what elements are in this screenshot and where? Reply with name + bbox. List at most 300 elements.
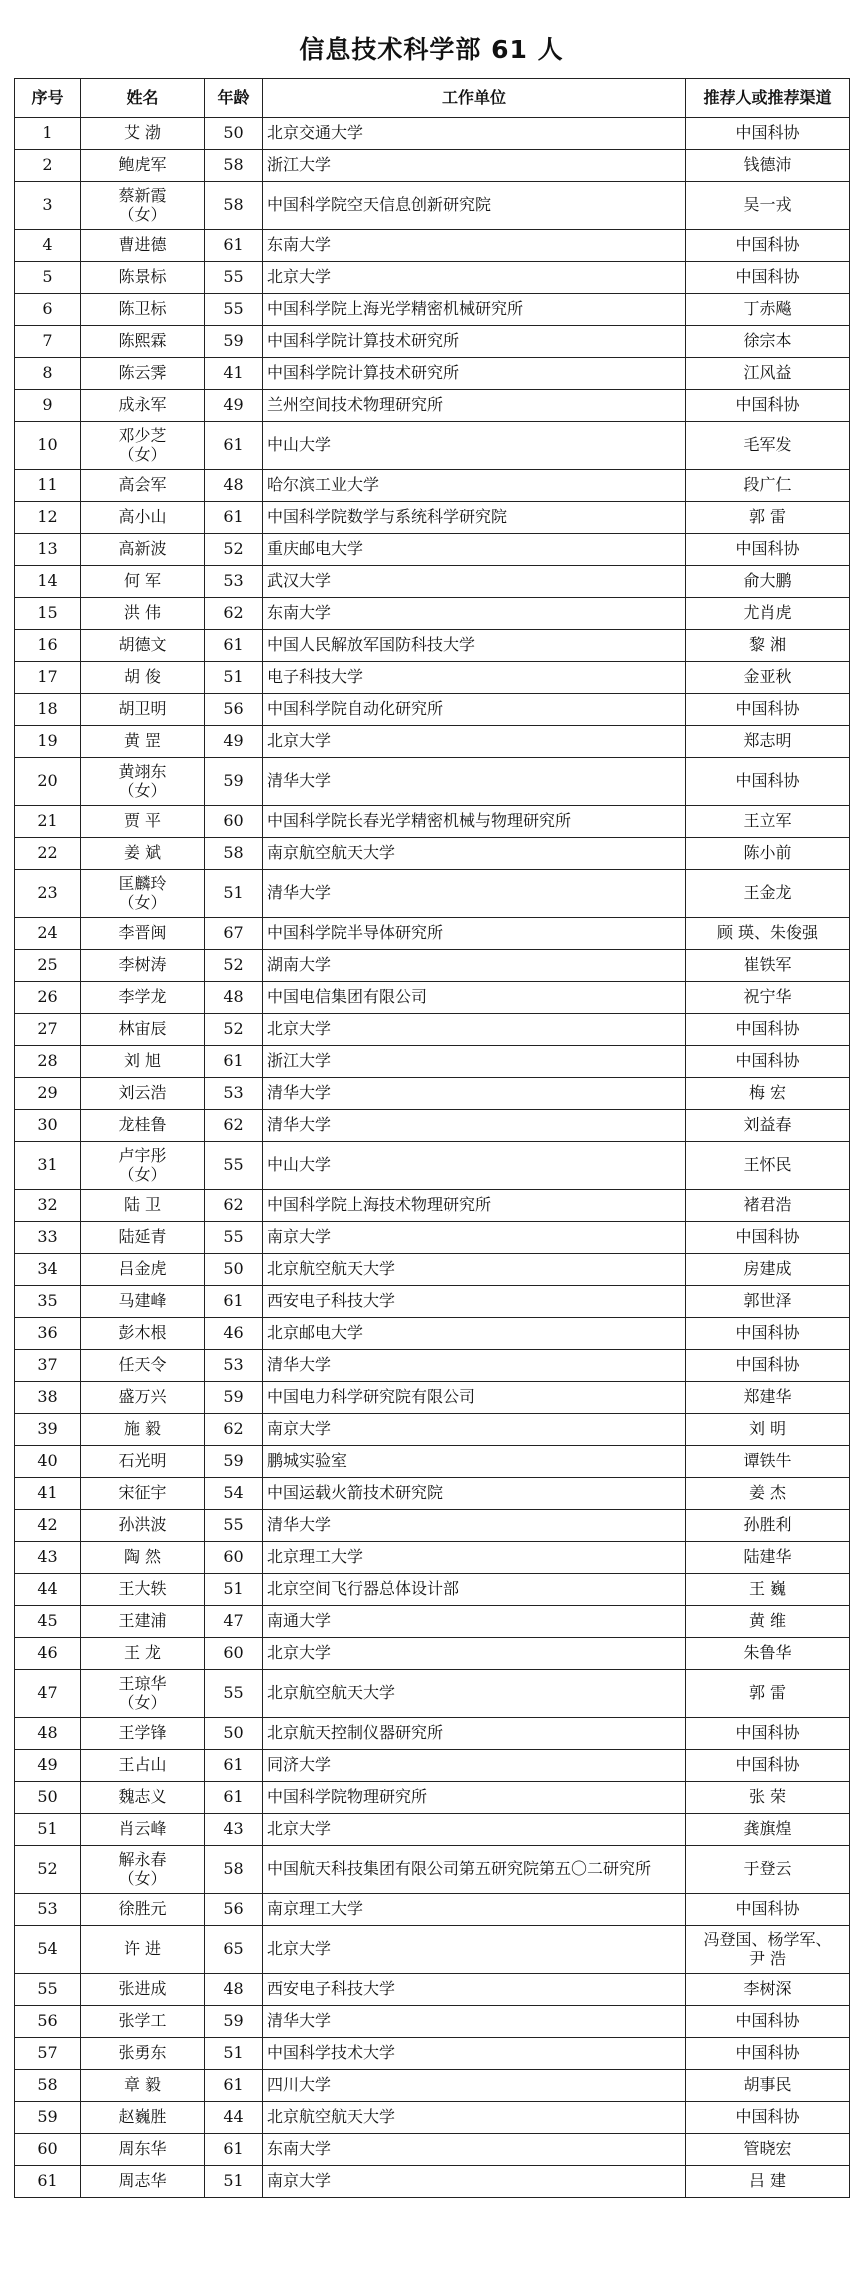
cell-name: 何 军 bbox=[81, 566, 205, 598]
cell-age: 41 bbox=[205, 358, 263, 390]
cell-recommender: 中国科协 bbox=[686, 262, 850, 294]
cell-work-unit: 中国电信集团有限公司 bbox=[263, 982, 686, 1014]
cell-recommender: 中国科协 bbox=[686, 1222, 850, 1254]
cell-index: 52 bbox=[15, 1846, 81, 1894]
cell-name: 陆延青 bbox=[81, 1222, 205, 1254]
cell-work-unit: 北京航天控制仪器研究所 bbox=[263, 1718, 686, 1750]
table-row bbox=[15, 1510, 850, 1542]
cell-work-unit: 北京航空航天大学 bbox=[263, 1254, 686, 1286]
cell-recommender: 段广仁 bbox=[686, 470, 850, 502]
cell-name: 马建峰 bbox=[81, 1286, 205, 1318]
cell-age: 67 bbox=[205, 918, 263, 950]
cell-age: 52 bbox=[205, 950, 263, 982]
cell-index: 1 bbox=[15, 118, 81, 150]
cell-age: 44 bbox=[205, 2102, 263, 2134]
table-row bbox=[15, 566, 850, 598]
cell-work-unit: 中国科学院计算技术研究所 bbox=[263, 326, 686, 358]
cell-name: 高会军 bbox=[81, 470, 205, 502]
cell-index: 12 bbox=[15, 502, 81, 534]
cell-recommender: 刘 明 bbox=[686, 1414, 850, 1446]
cell-age: 60 bbox=[205, 1638, 263, 1670]
cell-recommender: 王金龙 bbox=[686, 870, 850, 918]
cell-age: 53 bbox=[205, 1078, 263, 1110]
cell-age: 61 bbox=[205, 1286, 263, 1318]
table-row bbox=[15, 2038, 850, 2070]
cell-recommender: 尤肖虎 bbox=[686, 598, 850, 630]
col-header-age: 年龄 bbox=[205, 79, 263, 118]
cell-recommender: 梅 宏 bbox=[686, 1078, 850, 1110]
cell-recommender: 中国科协 bbox=[686, 1318, 850, 1350]
cell-name: 王琼华 （女） bbox=[81, 1670, 205, 1718]
cell-age: 49 bbox=[205, 726, 263, 758]
table-row bbox=[15, 1382, 850, 1414]
cell-recommender: 房建成 bbox=[686, 1254, 850, 1286]
cell-name: 陈景标 bbox=[81, 262, 205, 294]
cell-recommender: 胡事民 bbox=[686, 2070, 850, 2102]
cell-work-unit: 中国科学院计算技术研究所 bbox=[263, 358, 686, 390]
cell-work-unit: 南京理工大学 bbox=[263, 1894, 686, 1926]
cell-work-unit: 浙江大学 bbox=[263, 150, 686, 182]
cell-name: 高新波 bbox=[81, 534, 205, 566]
cell-recommender: 崔铁军 bbox=[686, 950, 850, 982]
cell-index: 33 bbox=[15, 1222, 81, 1254]
cell-index: 14 bbox=[15, 566, 81, 598]
cell-index: 11 bbox=[15, 470, 81, 502]
cell-recommender: 管晓宏 bbox=[686, 2134, 850, 2166]
cell-work-unit: 中国运载火箭技术研究院 bbox=[263, 1478, 686, 1510]
cell-name: 龙桂鲁 bbox=[81, 1110, 205, 1142]
cell-work-unit: 鹏城实验室 bbox=[263, 1446, 686, 1478]
cell-name: 陈云霁 bbox=[81, 358, 205, 390]
cell-recommender: 刘益春 bbox=[686, 1110, 850, 1142]
cell-work-unit: 电子科技大学 bbox=[263, 662, 686, 694]
table-row bbox=[15, 1638, 850, 1670]
cell-work-unit: 北京交通大学 bbox=[263, 118, 686, 150]
cell-work-unit: 清华大学 bbox=[263, 758, 686, 806]
cell-name: 周志华 bbox=[81, 2166, 205, 2198]
cell-age: 59 bbox=[205, 1382, 263, 1414]
cell-work-unit: 中国人民解放军国防科技大学 bbox=[263, 630, 686, 662]
table-row bbox=[15, 1318, 850, 1350]
cell-index: 32 bbox=[15, 1190, 81, 1222]
cell-recommender: 中国科协 bbox=[686, 1894, 850, 1926]
cell-work-unit: 清华大学 bbox=[263, 1510, 686, 1542]
cell-work-unit: 中国航天科技集团有限公司第五研究院第五〇二研究所 bbox=[263, 1846, 686, 1894]
cell-index: 24 bbox=[15, 918, 81, 950]
cell-recommender: 毛军发 bbox=[686, 422, 850, 470]
cell-name: 洪 伟 bbox=[81, 598, 205, 630]
cell-recommender: 吕 建 bbox=[686, 2166, 850, 2198]
cell-name: 孙洪波 bbox=[81, 1510, 205, 1542]
cell-name: 蔡新霞 （女） bbox=[81, 182, 205, 230]
cell-age: 61 bbox=[205, 2134, 263, 2166]
table-row bbox=[15, 470, 850, 502]
cell-age: 61 bbox=[205, 1782, 263, 1814]
cell-recommender: 龚旗煌 bbox=[686, 1814, 850, 1846]
table-row bbox=[15, 1750, 850, 1782]
cell-index: 54 bbox=[15, 1926, 81, 1974]
cell-index: 7 bbox=[15, 326, 81, 358]
table-row bbox=[15, 1894, 850, 1926]
cell-recommender: 郭 雷 bbox=[686, 1670, 850, 1718]
cell-name: 魏志义 bbox=[81, 1782, 205, 1814]
cell-age: 48 bbox=[205, 1974, 263, 2006]
table-row bbox=[15, 1846, 850, 1894]
cell-name: 解永春 （女） bbox=[81, 1846, 205, 1894]
cell-work-unit: 北京空间飞行器总体设计部 bbox=[263, 1574, 686, 1606]
cell-work-unit: 北京大学 bbox=[263, 1638, 686, 1670]
cell-name: 王大轶 bbox=[81, 1574, 205, 1606]
cell-work-unit: 重庆邮电大学 bbox=[263, 534, 686, 566]
cell-recommender: 中国科协 bbox=[686, 230, 850, 262]
cell-index: 45 bbox=[15, 1606, 81, 1638]
table-row bbox=[15, 726, 850, 758]
cell-work-unit: 北京理工大学 bbox=[263, 1542, 686, 1574]
cell-index: 50 bbox=[15, 1782, 81, 1814]
cell-index: 47 bbox=[15, 1670, 81, 1718]
table-row bbox=[15, 502, 850, 534]
cell-index: 57 bbox=[15, 2038, 81, 2070]
cell-work-unit: 中山大学 bbox=[263, 422, 686, 470]
cell-index: 8 bbox=[15, 358, 81, 390]
cell-age: 51 bbox=[205, 2166, 263, 2198]
table-row bbox=[15, 2166, 850, 2198]
table-row bbox=[15, 230, 850, 262]
cell-recommender: 金亚秋 bbox=[686, 662, 850, 694]
table-row bbox=[15, 598, 850, 630]
cell-index: 25 bbox=[15, 950, 81, 982]
cell-name: 邓少芝 （女） bbox=[81, 422, 205, 470]
cell-recommender: 丁赤飚 bbox=[686, 294, 850, 326]
cell-age: 59 bbox=[205, 1446, 263, 1478]
cell-index: 53 bbox=[15, 1894, 81, 1926]
cell-name: 彭木根 bbox=[81, 1318, 205, 1350]
cell-age: 56 bbox=[205, 1894, 263, 1926]
cell-name: 黄 罡 bbox=[81, 726, 205, 758]
table-row bbox=[15, 1078, 850, 1110]
cell-index: 49 bbox=[15, 1750, 81, 1782]
cell-age: 46 bbox=[205, 1318, 263, 1350]
cell-recommender: 郑志明 bbox=[686, 726, 850, 758]
cell-index: 58 bbox=[15, 2070, 81, 2102]
cell-index: 37 bbox=[15, 1350, 81, 1382]
cell-index: 43 bbox=[15, 1542, 81, 1574]
cell-age: 59 bbox=[205, 2006, 263, 2038]
table-row bbox=[15, 262, 850, 294]
cell-index: 6 bbox=[15, 294, 81, 326]
cell-recommender: 孙胜利 bbox=[686, 1510, 850, 1542]
cell-age: 61 bbox=[205, 630, 263, 662]
cell-name: 鲍虎军 bbox=[81, 150, 205, 182]
cell-age: 61 bbox=[205, 422, 263, 470]
cell-age: 55 bbox=[205, 1222, 263, 1254]
table-row bbox=[15, 294, 850, 326]
table-row bbox=[15, 1350, 850, 1382]
table-row bbox=[15, 1974, 850, 2006]
cell-recommender: 郑建华 bbox=[686, 1382, 850, 1414]
cell-age: 61 bbox=[205, 1750, 263, 1782]
cell-name: 曹进德 bbox=[81, 230, 205, 262]
cell-recommender: 中国科协 bbox=[686, 758, 850, 806]
table-row bbox=[15, 694, 850, 726]
cell-work-unit: 武汉大学 bbox=[263, 566, 686, 598]
cell-index: 31 bbox=[15, 1142, 81, 1190]
cell-recommender: 俞大鹏 bbox=[686, 566, 850, 598]
cell-age: 62 bbox=[205, 598, 263, 630]
cell-recommender: 冯登国、杨学军、 尹 浩 bbox=[686, 1926, 850, 1974]
cell-recommender: 徐宗本 bbox=[686, 326, 850, 358]
cell-age: 51 bbox=[205, 870, 263, 918]
cell-recommender: 王立军 bbox=[686, 806, 850, 838]
cell-age: 60 bbox=[205, 806, 263, 838]
cell-name: 王学锋 bbox=[81, 1718, 205, 1750]
cell-recommender: 王怀民 bbox=[686, 1142, 850, 1190]
cell-recommender: 中国科协 bbox=[686, 1046, 850, 1078]
cell-work-unit: 南京大学 bbox=[263, 1222, 686, 1254]
cell-name: 李学龙 bbox=[81, 982, 205, 1014]
cell-name: 王占山 bbox=[81, 1750, 205, 1782]
cell-work-unit: 清华大学 bbox=[263, 1350, 686, 1382]
cell-index: 44 bbox=[15, 1574, 81, 1606]
table-row bbox=[15, 1014, 850, 1046]
cell-name: 徐胜元 bbox=[81, 1894, 205, 1926]
table-row bbox=[15, 1926, 850, 1974]
cell-age: 61 bbox=[205, 230, 263, 262]
cell-work-unit: 中国科学院自动化研究所 bbox=[263, 694, 686, 726]
cell-work-unit: 西安电子科技大学 bbox=[263, 1974, 686, 2006]
cell-age: 47 bbox=[205, 1606, 263, 1638]
cell-name: 盛万兴 bbox=[81, 1382, 205, 1414]
cell-age: 48 bbox=[205, 982, 263, 1014]
cell-index: 19 bbox=[15, 726, 81, 758]
cell-work-unit: 中国科学技术大学 bbox=[263, 2038, 686, 2070]
cell-index: 26 bbox=[15, 982, 81, 1014]
table-body bbox=[15, 118, 850, 2198]
cell-index: 34 bbox=[15, 1254, 81, 1286]
cell-age: 59 bbox=[205, 326, 263, 358]
cell-name: 胡卫明 bbox=[81, 694, 205, 726]
cell-recommender: 郭 雷 bbox=[686, 502, 850, 534]
cell-index: 18 bbox=[15, 694, 81, 726]
cell-age: 53 bbox=[205, 566, 263, 598]
cell-age: 61 bbox=[205, 1046, 263, 1078]
cell-index: 13 bbox=[15, 534, 81, 566]
cell-age: 51 bbox=[205, 662, 263, 694]
table-row bbox=[15, 182, 850, 230]
table-row bbox=[15, 630, 850, 662]
cell-work-unit: 东南大学 bbox=[263, 230, 686, 262]
col-header-recommender: 推荐人或推荐渠道 bbox=[686, 79, 850, 118]
cell-work-unit: 清华大学 bbox=[263, 1078, 686, 1110]
cell-index: 59 bbox=[15, 2102, 81, 2134]
cell-index: 46 bbox=[15, 1638, 81, 1670]
table-row bbox=[15, 662, 850, 694]
table-row bbox=[15, 1254, 850, 1286]
cell-work-unit: 北京大学 bbox=[263, 1014, 686, 1046]
cell-recommender: 黎 湘 bbox=[686, 630, 850, 662]
cell-name: 周东华 bbox=[81, 2134, 205, 2166]
cell-work-unit: 清华大学 bbox=[263, 2006, 686, 2038]
cell-age: 49 bbox=[205, 390, 263, 422]
cell-recommender: 谭铁牛 bbox=[686, 1446, 850, 1478]
cell-recommender: 中国科协 bbox=[686, 1014, 850, 1046]
cell-work-unit: 西安电子科技大学 bbox=[263, 1286, 686, 1318]
cell-recommender: 褚君浩 bbox=[686, 1190, 850, 1222]
cell-name: 贾 平 bbox=[81, 806, 205, 838]
cell-name: 王 龙 bbox=[81, 1638, 205, 1670]
cell-age: 50 bbox=[205, 118, 263, 150]
table-row bbox=[15, 1574, 850, 1606]
table-row bbox=[15, 806, 850, 838]
cell-name: 赵巍胜 bbox=[81, 2102, 205, 2134]
cell-work-unit: 哈尔滨工业大学 bbox=[263, 470, 686, 502]
table-row bbox=[15, 982, 850, 1014]
cell-work-unit: 北京航空航天大学 bbox=[263, 2102, 686, 2134]
table-row bbox=[15, 1142, 850, 1190]
cell-index: 36 bbox=[15, 1318, 81, 1350]
cell-recommender: 中国科协 bbox=[686, 534, 850, 566]
cell-index: 4 bbox=[15, 230, 81, 262]
cell-age: 55 bbox=[205, 262, 263, 294]
table-row bbox=[15, 1446, 850, 1478]
cell-name: 李树涛 bbox=[81, 950, 205, 982]
table-row bbox=[15, 1286, 850, 1318]
cell-recommender: 江风益 bbox=[686, 358, 850, 390]
cell-name: 吕金虎 bbox=[81, 1254, 205, 1286]
cell-name: 刘云浩 bbox=[81, 1078, 205, 1110]
cell-work-unit: 南京大学 bbox=[263, 1414, 686, 1446]
cell-name: 姜 斌 bbox=[81, 838, 205, 870]
table-row bbox=[15, 150, 850, 182]
cell-recommender: 中国科协 bbox=[686, 2006, 850, 2038]
cell-index: 27 bbox=[15, 1014, 81, 1046]
cell-age: 58 bbox=[205, 150, 263, 182]
cell-recommender: 中国科协 bbox=[686, 390, 850, 422]
table-row bbox=[15, 326, 850, 358]
cell-age: 51 bbox=[205, 1574, 263, 1606]
cell-work-unit: 四川大学 bbox=[263, 2070, 686, 2102]
cell-index: 23 bbox=[15, 870, 81, 918]
cell-work-unit: 东南大学 bbox=[263, 2134, 686, 2166]
cell-work-unit: 中国科学院上海光学精密机械研究所 bbox=[263, 294, 686, 326]
cell-work-unit: 湖南大学 bbox=[263, 950, 686, 982]
cell-index: 16 bbox=[15, 630, 81, 662]
cell-recommender: 陈小前 bbox=[686, 838, 850, 870]
cell-index: 39 bbox=[15, 1414, 81, 1446]
cell-age: 59 bbox=[205, 758, 263, 806]
cell-age: 62 bbox=[205, 1110, 263, 1142]
cell-name: 陈卫标 bbox=[81, 294, 205, 326]
table-row bbox=[15, 2134, 850, 2166]
cell-age: 61 bbox=[205, 2070, 263, 2102]
cell-recommender: 于登云 bbox=[686, 1846, 850, 1894]
cell-work-unit: 北京大学 bbox=[263, 726, 686, 758]
cell-work-unit: 中国科学院半导体研究所 bbox=[263, 918, 686, 950]
table-row bbox=[15, 118, 850, 150]
cell-name: 林宙辰 bbox=[81, 1014, 205, 1046]
cell-recommender: 祝宁华 bbox=[686, 982, 850, 1014]
table-row bbox=[15, 1414, 850, 1446]
cell-work-unit: 同济大学 bbox=[263, 1750, 686, 1782]
nominee-table bbox=[14, 78, 850, 2198]
cell-index: 3 bbox=[15, 182, 81, 230]
cell-index: 9 bbox=[15, 390, 81, 422]
cell-age: 65 bbox=[205, 1926, 263, 1974]
cell-age: 52 bbox=[205, 1014, 263, 1046]
cell-age: 54 bbox=[205, 1478, 263, 1510]
cell-age: 55 bbox=[205, 1670, 263, 1718]
cell-index: 28 bbox=[15, 1046, 81, 1078]
table-row bbox=[15, 422, 850, 470]
cell-age: 52 bbox=[205, 534, 263, 566]
cell-index: 29 bbox=[15, 1078, 81, 1110]
cell-recommender: 中国科协 bbox=[686, 2038, 850, 2070]
cell-age: 50 bbox=[205, 1718, 263, 1750]
cell-name: 张勇东 bbox=[81, 2038, 205, 2070]
cell-name: 陆 卫 bbox=[81, 1190, 205, 1222]
cell-index: 48 bbox=[15, 1718, 81, 1750]
cell-index: 41 bbox=[15, 1478, 81, 1510]
cell-recommender: 黄 维 bbox=[686, 1606, 850, 1638]
cell-index: 51 bbox=[15, 1814, 81, 1846]
cell-recommender: 中国科协 bbox=[686, 1350, 850, 1382]
cell-index: 35 bbox=[15, 1286, 81, 1318]
cell-name: 施 毅 bbox=[81, 1414, 205, 1446]
cell-age: 61 bbox=[205, 502, 263, 534]
cell-index: 21 bbox=[15, 806, 81, 838]
cell-name: 章 毅 bbox=[81, 2070, 205, 2102]
cell-work-unit: 中国科学院长春光学精密机械与物理研究所 bbox=[263, 806, 686, 838]
cell-work-unit: 东南大学 bbox=[263, 598, 686, 630]
cell-work-unit: 北京邮电大学 bbox=[263, 1318, 686, 1350]
cell-recommender: 中国科协 bbox=[686, 2102, 850, 2134]
cell-name: 石光明 bbox=[81, 1446, 205, 1478]
cell-name: 胡 俊 bbox=[81, 662, 205, 694]
cell-recommender: 钱德沛 bbox=[686, 150, 850, 182]
cell-work-unit: 北京大学 bbox=[263, 262, 686, 294]
cell-age: 53 bbox=[205, 1350, 263, 1382]
cell-index: 22 bbox=[15, 838, 81, 870]
cell-name: 胡德文 bbox=[81, 630, 205, 662]
cell-name: 成永军 bbox=[81, 390, 205, 422]
cell-recommender: 张 荣 bbox=[686, 1782, 850, 1814]
cell-recommender: 中国科协 bbox=[686, 1718, 850, 1750]
table-row bbox=[15, 1110, 850, 1142]
cell-age: 43 bbox=[205, 1814, 263, 1846]
col-header-index: 序号 bbox=[15, 79, 81, 118]
cell-work-unit: 浙江大学 bbox=[263, 1046, 686, 1078]
cell-recommender: 姜 杰 bbox=[686, 1478, 850, 1510]
cell-index: 40 bbox=[15, 1446, 81, 1478]
cell-age: 50 bbox=[205, 1254, 263, 1286]
cell-recommender: 顾 瑛、朱俊强 bbox=[686, 918, 850, 950]
cell-index: 42 bbox=[15, 1510, 81, 1542]
cell-work-unit: 中国科学院物理研究所 bbox=[263, 1782, 686, 1814]
cell-recommender: 王 巍 bbox=[686, 1574, 850, 1606]
cell-work-unit: 清华大学 bbox=[263, 870, 686, 918]
cell-recommender: 中国科协 bbox=[686, 118, 850, 150]
cell-index: 61 bbox=[15, 2166, 81, 2198]
cell-recommender: 朱鲁华 bbox=[686, 1638, 850, 1670]
page-title: 信息技术科学部 61 人 bbox=[299, 35, 564, 64]
cell-name: 李晋闽 bbox=[81, 918, 205, 950]
cell-work-unit: 兰州空间技术物理研究所 bbox=[263, 390, 686, 422]
table-row bbox=[15, 1782, 850, 1814]
cell-work-unit: 中国科学院数学与系统科学研究院 bbox=[263, 502, 686, 534]
cell-index: 10 bbox=[15, 422, 81, 470]
cell-index: 15 bbox=[15, 598, 81, 630]
cell-work-unit: 北京航空航天大学 bbox=[263, 1670, 686, 1718]
